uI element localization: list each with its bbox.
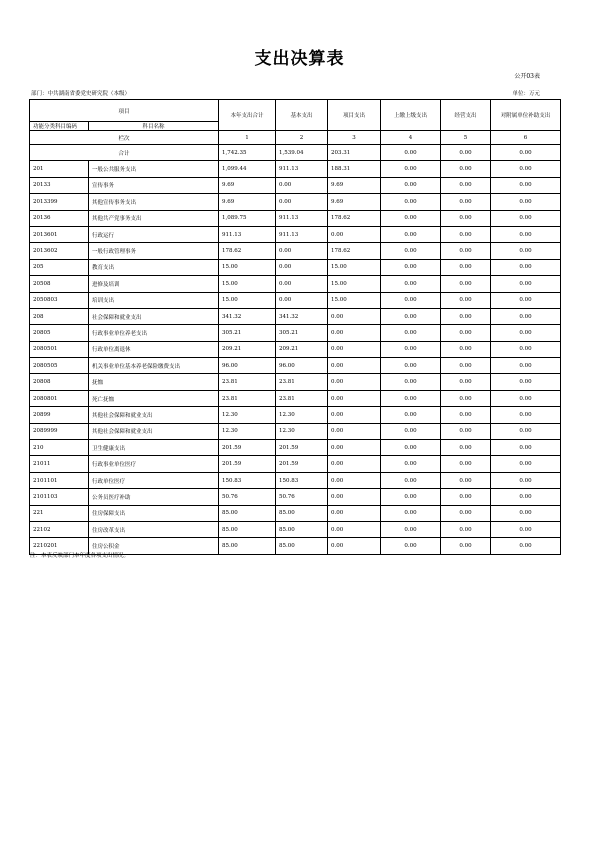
- row-value: 0.00: [328, 390, 381, 406]
- row-value: 9.69: [219, 177, 276, 193]
- row-value: 0.00: [328, 407, 381, 423]
- row-code: 2080801: [30, 390, 89, 406]
- table-row: [30, 194, 561, 210]
- row-name: 抚恤: [89, 374, 219, 390]
- table-row: [30, 292, 561, 308]
- row-value: 15.00: [328, 292, 381, 308]
- row-value: 12.30: [276, 407, 328, 423]
- row-value: 0.00: [381, 341, 441, 357]
- row-value: 0.00: [328, 538, 381, 554]
- row-code: 21011: [30, 456, 89, 472]
- row-value: 0.00: [441, 259, 491, 275]
- row-value: 0.00: [491, 259, 561, 275]
- row-value: 150.83: [276, 472, 328, 488]
- row-value: 0.00: [328, 226, 381, 242]
- row-value: 341.32: [276, 308, 328, 324]
- row-value: 0.00: [491, 161, 561, 177]
- row-name: 宣传事务: [89, 177, 219, 193]
- total-label: 合计: [30, 145, 219, 161]
- total-row: [30, 145, 561, 161]
- row-value: 0.00: [328, 472, 381, 488]
- row-value: 15.00: [219, 292, 276, 308]
- row-value: 0.00: [441, 390, 491, 406]
- table-row: [30, 489, 561, 505]
- row-value: 209.21: [219, 341, 276, 357]
- row-value: 0.00: [381, 489, 441, 505]
- row-value: 0.00: [491, 390, 561, 406]
- row-name: 培训支出: [89, 292, 219, 308]
- department-label: 部门：中共湖南省委党史研究院（本级）: [31, 91, 131, 97]
- row-value: 0.00: [381, 194, 441, 210]
- row-value: 0.00: [441, 440, 491, 456]
- row-value: 0.00: [441, 358, 491, 374]
- row-value: 0.00: [441, 210, 491, 226]
- row-value: 911.13: [276, 226, 328, 242]
- row-value: 150.83: [219, 472, 276, 488]
- row-value: 0.00: [491, 276, 561, 292]
- table-row: [30, 308, 561, 324]
- row-value: 23.81: [276, 374, 328, 390]
- row-value: 0.00: [491, 177, 561, 193]
- row-name: 社会保障和就业支出: [89, 308, 219, 324]
- row-value: 0.00: [381, 456, 441, 472]
- total-value: 0.00: [441, 145, 491, 161]
- row-code: 2210201: [30, 538, 89, 554]
- row-value: 0.00: [491, 423, 561, 439]
- row-value: 0.00: [381, 325, 441, 341]
- row-value: 0.00: [381, 308, 441, 324]
- row-name: 其他社会保障和就业支出: [89, 407, 219, 423]
- row-value: 0.00: [491, 308, 561, 324]
- row-code: 20133: [30, 177, 89, 193]
- row-value: 911.13: [276, 161, 328, 177]
- row-code: 20808: [30, 374, 89, 390]
- row-code: 20899: [30, 407, 89, 423]
- row-value: 0.00: [441, 521, 491, 537]
- row-name: 机关事业单位基本养老保险缴费支出: [89, 358, 219, 374]
- row-code: 2101101: [30, 472, 89, 488]
- row-value: 0.00: [491, 472, 561, 488]
- header-col-remit: 上缴上级支出: [381, 100, 441, 131]
- row-value: 0.00: [328, 423, 381, 439]
- row-value: 0.00: [276, 194, 328, 210]
- row-code: 20805: [30, 325, 89, 341]
- row-value: 50.76: [276, 489, 328, 505]
- row-value: 0.00: [441, 292, 491, 308]
- row-value: 0.00: [441, 505, 491, 521]
- row-value: 0.00: [491, 210, 561, 226]
- row-name: 教育支出: [89, 259, 219, 275]
- header-col-subsidy: 对附属单位补助支出: [491, 100, 561, 131]
- row-value: 0.00: [328, 341, 381, 357]
- row-value: 0.00: [381, 210, 441, 226]
- row-value: 0.00: [381, 423, 441, 439]
- footnote: 注：本表反映部门本年度各项支出情况。: [30, 553, 130, 559]
- row-code: 2013601: [30, 226, 89, 242]
- row-value: 341.32: [219, 308, 276, 324]
- row-value: 12.30: [276, 423, 328, 439]
- row-value: 911.13: [276, 210, 328, 226]
- row-value: 0.00: [491, 358, 561, 374]
- row-name: 行政事业单位医疗: [89, 456, 219, 472]
- table-row: [30, 210, 561, 226]
- row-value: 0.00: [276, 276, 328, 292]
- table-row: [30, 374, 561, 390]
- row-value: 0.00: [328, 489, 381, 505]
- index-cell: 3: [328, 131, 381, 145]
- row-value: 0.00: [491, 538, 561, 554]
- row-value: 0.00: [276, 259, 328, 275]
- row-value: 85.00: [219, 538, 276, 554]
- row-name: 一般行政管理事务: [89, 243, 219, 259]
- table-row: [30, 358, 561, 374]
- row-name: 公务员医疗补助: [89, 489, 219, 505]
- table-row: [30, 472, 561, 488]
- row-value: 9.69: [328, 177, 381, 193]
- table-row: [30, 407, 561, 423]
- row-value: 0.00: [381, 440, 441, 456]
- row-value: 0.00: [441, 194, 491, 210]
- row-value: 0.00: [491, 325, 561, 341]
- table-row: [30, 243, 561, 259]
- row-code: 2080501: [30, 341, 89, 357]
- row-value: 15.00: [219, 276, 276, 292]
- row-code: 20508: [30, 276, 89, 292]
- row-value: 0.00: [491, 407, 561, 423]
- row-value: 1,089.75: [219, 210, 276, 226]
- row-value: 178.62: [219, 243, 276, 259]
- row-name: 住房改革支出: [89, 521, 219, 537]
- row-value: 0.00: [276, 292, 328, 308]
- table-row: [30, 390, 561, 406]
- row-value: 0.00: [491, 226, 561, 242]
- row-value: 12.30: [219, 407, 276, 423]
- header-col-project: 项目支出: [328, 100, 381, 131]
- row-value: 0.00: [328, 521, 381, 537]
- row-code: 2013602: [30, 243, 89, 259]
- row-value: 96.00: [219, 358, 276, 374]
- row-name: 行政单位医疗: [89, 472, 219, 488]
- form-number: 公开03表: [514, 73, 540, 80]
- row-value: 0.00: [381, 374, 441, 390]
- row-code: 221: [30, 505, 89, 521]
- row-value: 0.00: [381, 505, 441, 521]
- header-col-operating: 经营支出: [441, 100, 491, 131]
- table-row: [30, 161, 561, 177]
- row-value: 0.00: [441, 472, 491, 488]
- row-value: 0.00: [381, 538, 441, 554]
- unit-label: 单位：万元: [512, 91, 540, 97]
- table-row: [30, 325, 561, 341]
- row-value: 201.59: [276, 456, 328, 472]
- row-value: 0.00: [491, 292, 561, 308]
- row-value: 0.00: [491, 440, 561, 456]
- table-row: [30, 456, 561, 472]
- row-value: 209.21: [276, 341, 328, 357]
- row-name: 其他共产党事务支出: [89, 210, 219, 226]
- row-value: 0.00: [441, 341, 491, 357]
- total-value: 1,539.04: [276, 145, 328, 161]
- row-value: 0.00: [328, 358, 381, 374]
- row-code: 208: [30, 308, 89, 324]
- row-value: 911.13: [219, 226, 276, 242]
- row-value: 0.00: [381, 259, 441, 275]
- row-value: 0.00: [381, 358, 441, 374]
- row-value: 305.21: [276, 325, 328, 341]
- total-value: 203.31: [328, 145, 381, 161]
- row-name: 行政单位离退休: [89, 341, 219, 357]
- row-value: 85.00: [219, 521, 276, 537]
- index-cell: 2: [276, 131, 328, 145]
- index-cell: 5: [441, 131, 491, 145]
- row-value: 178.62: [328, 210, 381, 226]
- row-code: 2089999: [30, 423, 89, 439]
- row-value: 15.00: [328, 259, 381, 275]
- index-cell: 1: [219, 131, 276, 145]
- row-value: 12.30: [219, 423, 276, 439]
- row-value: 0.00: [328, 440, 381, 456]
- row-code: 20136: [30, 210, 89, 226]
- row-name: 卫生健康支出: [89, 440, 219, 456]
- row-name: 死亡抚恤: [89, 390, 219, 406]
- index-cell: 4: [381, 131, 441, 145]
- table-row: [30, 177, 561, 193]
- row-value: 0.00: [328, 325, 381, 341]
- row-value: 0.00: [441, 489, 491, 505]
- table-row: [30, 505, 561, 521]
- row-value: 0.00: [328, 308, 381, 324]
- row-value: 0.00: [328, 456, 381, 472]
- row-code: 2013399: [30, 194, 89, 210]
- row-value: 23.81: [276, 390, 328, 406]
- total-value: 1,742.35: [219, 145, 276, 161]
- row-value: 201.59: [219, 456, 276, 472]
- row-value: 0.00: [381, 177, 441, 193]
- row-name: 住房保障支出: [89, 505, 219, 521]
- row-value: 0.00: [441, 276, 491, 292]
- total-value: 0.00: [381, 145, 441, 161]
- row-value: 85.00: [219, 505, 276, 521]
- header-project: 项目: [30, 100, 219, 122]
- row-value: 0.00: [491, 505, 561, 521]
- row-name: 进修及培训: [89, 276, 219, 292]
- row-value: 178.62: [328, 243, 381, 259]
- header-name: 科目名称: [89, 122, 219, 131]
- row-value: 0.00: [441, 226, 491, 242]
- table-row: [30, 341, 561, 357]
- row-value: 85.00: [276, 505, 328, 521]
- row-value: 1,099.44: [219, 161, 276, 177]
- row-name: 住房公积金: [89, 538, 219, 554]
- row-value: 0.00: [276, 177, 328, 193]
- row-value: 0.00: [491, 489, 561, 505]
- row-value: 0.00: [381, 276, 441, 292]
- row-value: 15.00: [219, 259, 276, 275]
- row-value: 0.00: [441, 161, 491, 177]
- row-value: 15.00: [328, 276, 381, 292]
- table-row: [30, 226, 561, 242]
- row-value: 0.00: [381, 521, 441, 537]
- row-code: 201: [30, 161, 89, 177]
- row-code: 2101103: [30, 489, 89, 505]
- row-value: 0.00: [441, 456, 491, 472]
- expenditure-table: [29, 99, 561, 555]
- table-row: [30, 521, 561, 537]
- row-value: 0.00: [491, 341, 561, 357]
- page-title: 支出决算表: [254, 49, 345, 69]
- row-value: 0.00: [381, 161, 441, 177]
- row-value: 85.00: [276, 538, 328, 554]
- row-value: 9.69: [328, 194, 381, 210]
- row-name: 一般公共服务支出: [89, 161, 219, 177]
- index-label: 栏次: [30, 131, 219, 145]
- row-name: 行政运行: [89, 226, 219, 242]
- row-value: 23.81: [219, 390, 276, 406]
- table-row: [30, 276, 561, 292]
- row-value: 0.00: [491, 243, 561, 259]
- row-value: 0.00: [491, 456, 561, 472]
- row-value: 0.00: [441, 374, 491, 390]
- row-value: 0.00: [381, 292, 441, 308]
- row-value: 188.31: [328, 161, 381, 177]
- row-value: 305.21: [219, 325, 276, 341]
- row-value: 0.00: [381, 226, 441, 242]
- row-code: 205: [30, 259, 89, 275]
- row-value: 201.59: [219, 440, 276, 456]
- table-row: [30, 423, 561, 439]
- index-cell: 6: [491, 131, 561, 145]
- total-value: 0.00: [491, 145, 561, 161]
- row-code: 210: [30, 440, 89, 456]
- row-value: 85.00: [276, 521, 328, 537]
- row-value: 0.00: [441, 538, 491, 554]
- row-value: 0.00: [441, 308, 491, 324]
- row-value: 201.59: [276, 440, 328, 456]
- row-value: 0.00: [381, 390, 441, 406]
- row-value: 0.00: [441, 407, 491, 423]
- header-code: 功能分类科目编码: [30, 122, 89, 131]
- row-value: 0.00: [491, 374, 561, 390]
- row-value: 0.00: [441, 177, 491, 193]
- row-value: 50.76: [219, 489, 276, 505]
- row-value: 0.00: [491, 521, 561, 537]
- row-value: 9.69: [219, 194, 276, 210]
- row-value: 0.00: [328, 505, 381, 521]
- row-name: 行政事业单位养老支出: [89, 325, 219, 341]
- row-value: 0.00: [381, 407, 441, 423]
- row-value: 0.00: [441, 243, 491, 259]
- row-value: 0.00: [381, 472, 441, 488]
- row-value: 96.00: [276, 358, 328, 374]
- row-code: 2050803: [30, 292, 89, 308]
- header-col-total: 本年支出合计: [219, 100, 276, 131]
- row-name: 其他宣传事务支出: [89, 194, 219, 210]
- row-value: 0.00: [276, 243, 328, 259]
- table-row: [30, 259, 561, 275]
- row-name: 其他社会保障和就业支出: [89, 423, 219, 439]
- row-code: 2080505: [30, 358, 89, 374]
- header-col-basic: 基本支出: [276, 100, 328, 131]
- row-value: 23.81: [219, 374, 276, 390]
- row-value: 0.00: [441, 325, 491, 341]
- row-value: 0.00: [441, 423, 491, 439]
- row-value: 0.00: [381, 243, 441, 259]
- table-row: [30, 440, 561, 456]
- row-code: 22102: [30, 521, 89, 537]
- row-value: 0.00: [491, 194, 561, 210]
- row-value: 0.00: [328, 374, 381, 390]
